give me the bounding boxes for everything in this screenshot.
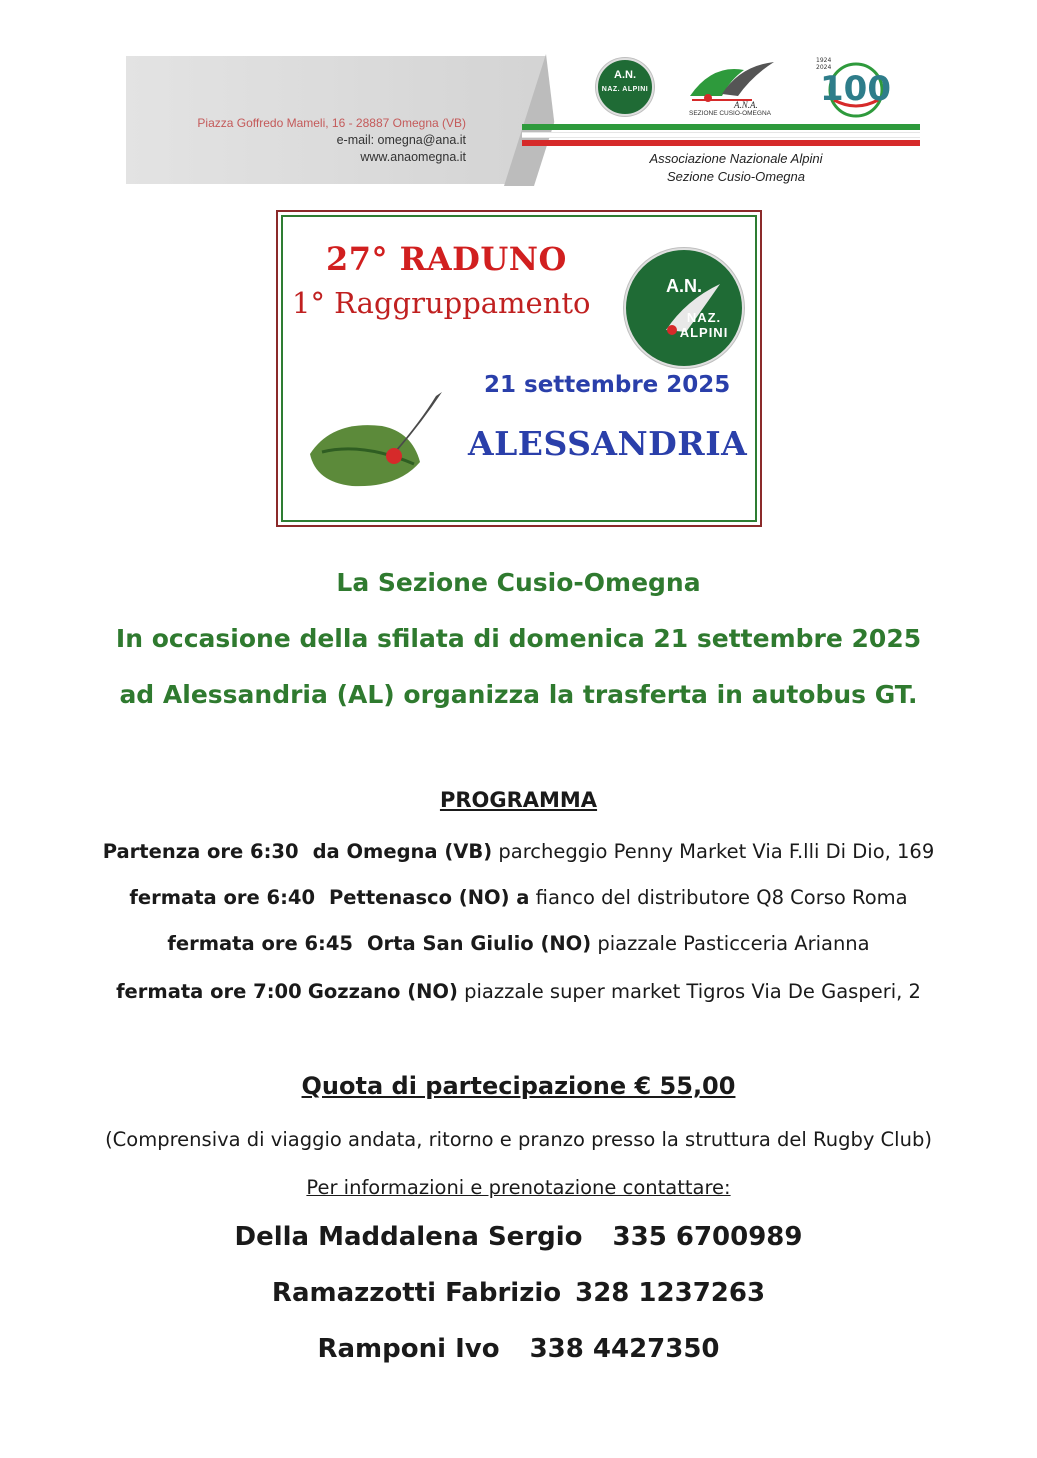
stop-place: Pettenasco (NO) a [329,886,530,909]
ana-round-logo-icon: A.N. NAZ. ALPINI [596,58,654,116]
quota-title: Quota di partecipazione € 55,00 [301,1072,736,1100]
schedule-stop [0,980,1037,1003]
contact-name: Ramazzotti Fabrizio [271,1278,562,1308]
ana-round-logo-large-icon: A.N. NAZ. ALPINI [624,248,744,368]
ana-a-mark-icon [486,54,576,186]
stop-detail: piazzale Pasticceria Arianna [591,932,870,955]
schedule-stop [0,932,1037,955]
event-group: 1° Raggruppamento [292,286,591,320]
stop-place: da Omegna (VB) [312,840,493,863]
svg-text:1924: 1924 [816,57,832,64]
letterhead-email: e-mail: omegna@ana.it [336,133,466,147]
contact-name: Della Maddalena Sergio [234,1222,583,1252]
schedule-stop [0,886,1037,909]
contact-row [0,1334,1037,1364]
quota-description: (Comprensiva di viaggio andata, ritorno e pranzo presso la struttura del Rugby Club) [105,1128,932,1151]
stop-time: Partenza ore 6:30 [102,840,299,863]
intro-line-1: La Sezione Cusio-Omegna [336,568,701,597]
stop-detail: parcheggio Penny Market Via F.lli Di Dio, 169 [492,840,935,863]
logo-section-caption: SEZIONE CUSIO-OMEGNA [689,110,771,117]
svg-text:100: 100 [820,69,891,109]
contact-row [0,1222,1037,1252]
event-edition: 27° RADUNO [326,240,567,278]
svg-text:A.N.A.: A.N.A. [734,100,758,110]
stop-time: fermata ore 7:00 [116,980,302,1003]
programma-title: PROGRAMMA [439,788,598,812]
event-banner [276,210,762,527]
intro-line-2: In occasione della sfilata di domenica 21 settembre 2025 [115,624,922,653]
stop-time: fermata ore 6:40 [129,886,316,909]
stop-place: Orta San Giulio (NO) [366,932,592,955]
association-name: Associazione Nazionale Alpini Sezione Cusio-Omegna [649,151,823,184]
alpine-hat-icon [302,392,452,502]
tricolor-stripes [522,124,920,148]
contact-title: Per informazioni e prenotazione contattare: [306,1176,731,1199]
contact-phone: 335 6700989 [612,1222,803,1252]
schedule-stop [0,840,1037,863]
event-date: 21 settembre 2025 [484,372,731,398]
event-city: ALESSANDRIA [468,424,748,463]
letterhead-address: Piazza Goffredo Mameli, 16 - 28887 Omegna (VB) [197,116,466,130]
centenary-logo-icon [812,54,892,120]
contact-row [0,1278,1037,1308]
letterhead-address-block [126,116,466,164]
contact-name: Ramponi Ivo [317,1334,500,1364]
ana-eagle-logo-icon [682,56,778,118]
stop-place: Gozzano (NO) [307,980,458,1003]
letterhead-website: www.anaomegna.it [360,150,466,164]
contact-phone: 328 1237263 [575,1278,766,1308]
contact-phone: 338 4427350 [529,1334,720,1364]
letterhead [126,54,920,186]
stop-detail: piazzale super market Tigros Via De Gasperi, 2 [457,980,921,1003]
svg-text:2024: 2024 [816,64,832,71]
intro-line-3: ad Alessandria (AL) organizza la trasferta in autobus GT. [119,680,918,709]
stop-time: fermata ore 6:45 [167,932,353,955]
stop-detail: fianco del distributore Q8 Corso Roma [529,886,908,909]
